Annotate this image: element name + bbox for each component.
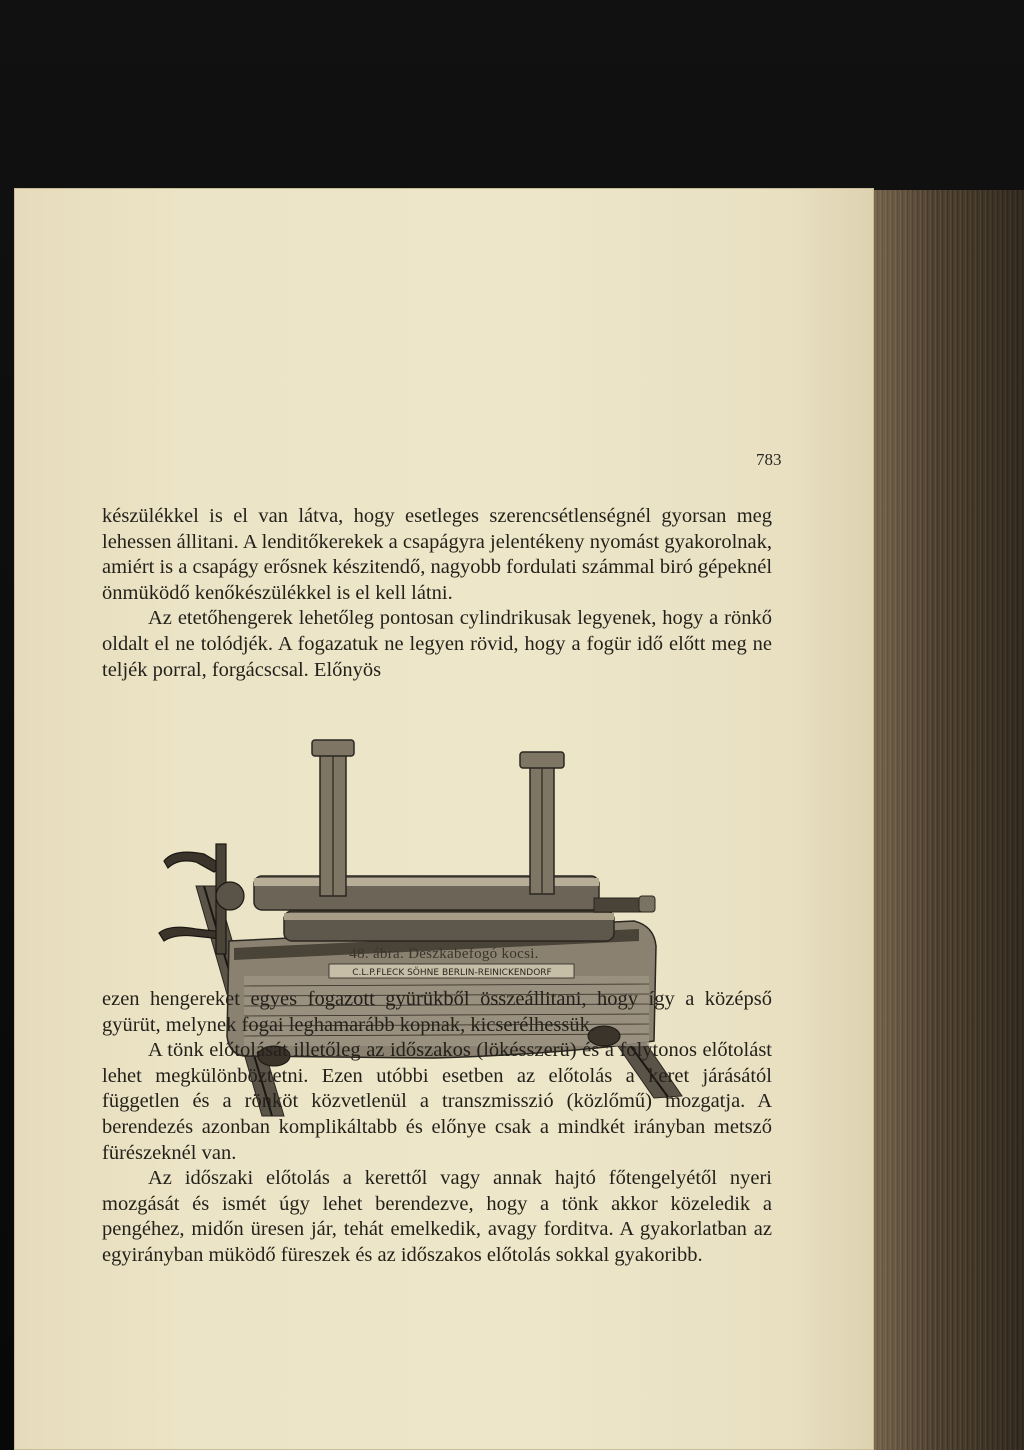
paragraph: készülékkel is el van látva, hogy esetleges szerencsétlenségnél gyorsan meg lehessen állitani. A lenditőkerekek a csapágyra jelentékeny nyomást gyakorolnak, amiért is a csapágy erősnek készitendő, nagyobb fordulati számmal biró gépeknél önmüködő kenőkészülékkel is el kell látni. <box>102 505 773 604</box>
paragraph: ezen hengereket egyes fogazott gyürükből összeállitani, hogy így a középső gyürüt, melynek fogai leghamarább kopnak, kicserélhessük. <box>102 988 772 1036</box>
upright-left <box>312 740 354 896</box>
text-block-top <box>102 504 772 683</box>
book-page-edges <box>874 190 1024 1450</box>
maker-plate: C.L.P.FLECK SÖHNE BERLIN-REINICKENDORF <box>352 968 552 978</box>
upright-right <box>520 752 564 894</box>
paragraph: Az időszaki előtolás a kerettől vagy annak hajtó főtengelyétől nyeri mozgását és ismét úgy lehet berendezve, hogy a tönk akkor közeledik a pengéhez, midőn üresen jár, tehát emelkedik, avagy forditva. A gyakorlatban az egyirányban müködő füreszek és az időszakos előtolás sokkal gyakoribb. <box>102 1167 772 1266</box>
machine-engraving <box>134 736 684 1126</box>
figure-caption: 48. ábra. Deszkabefogó kocsi. <box>349 946 539 962</box>
rollers <box>254 876 655 941</box>
figure-illustration <box>134 736 684 1126</box>
paragraph: Az etetőhengerek lehetőleg pontosan cylindrikusak legyenek, hogy a rönkő oldalt el ne tolódjék. A fogazatuk ne legyen rövid, hogy a fogür idő előtt meg ne teljék porral, forgácscsal. Előnyös <box>102 607 772 681</box>
book-page <box>14 188 874 1450</box>
paragraph: A tönk előtolását illetőleg az időszakos (lökésszerü) és a folytonos előtolást lehet megkülönböztetni. Ezen utóbbi esetben az előtolás a keret járásától független és a rönköt közvetlenül a transzmisszió (közlőmű) mozgatja. A berendezés azonban komplikáltabb és előnye csak a mindkét irányban metsző fürészeknél van. <box>102 1039 772 1164</box>
page-number: 783 <box>756 450 782 469</box>
